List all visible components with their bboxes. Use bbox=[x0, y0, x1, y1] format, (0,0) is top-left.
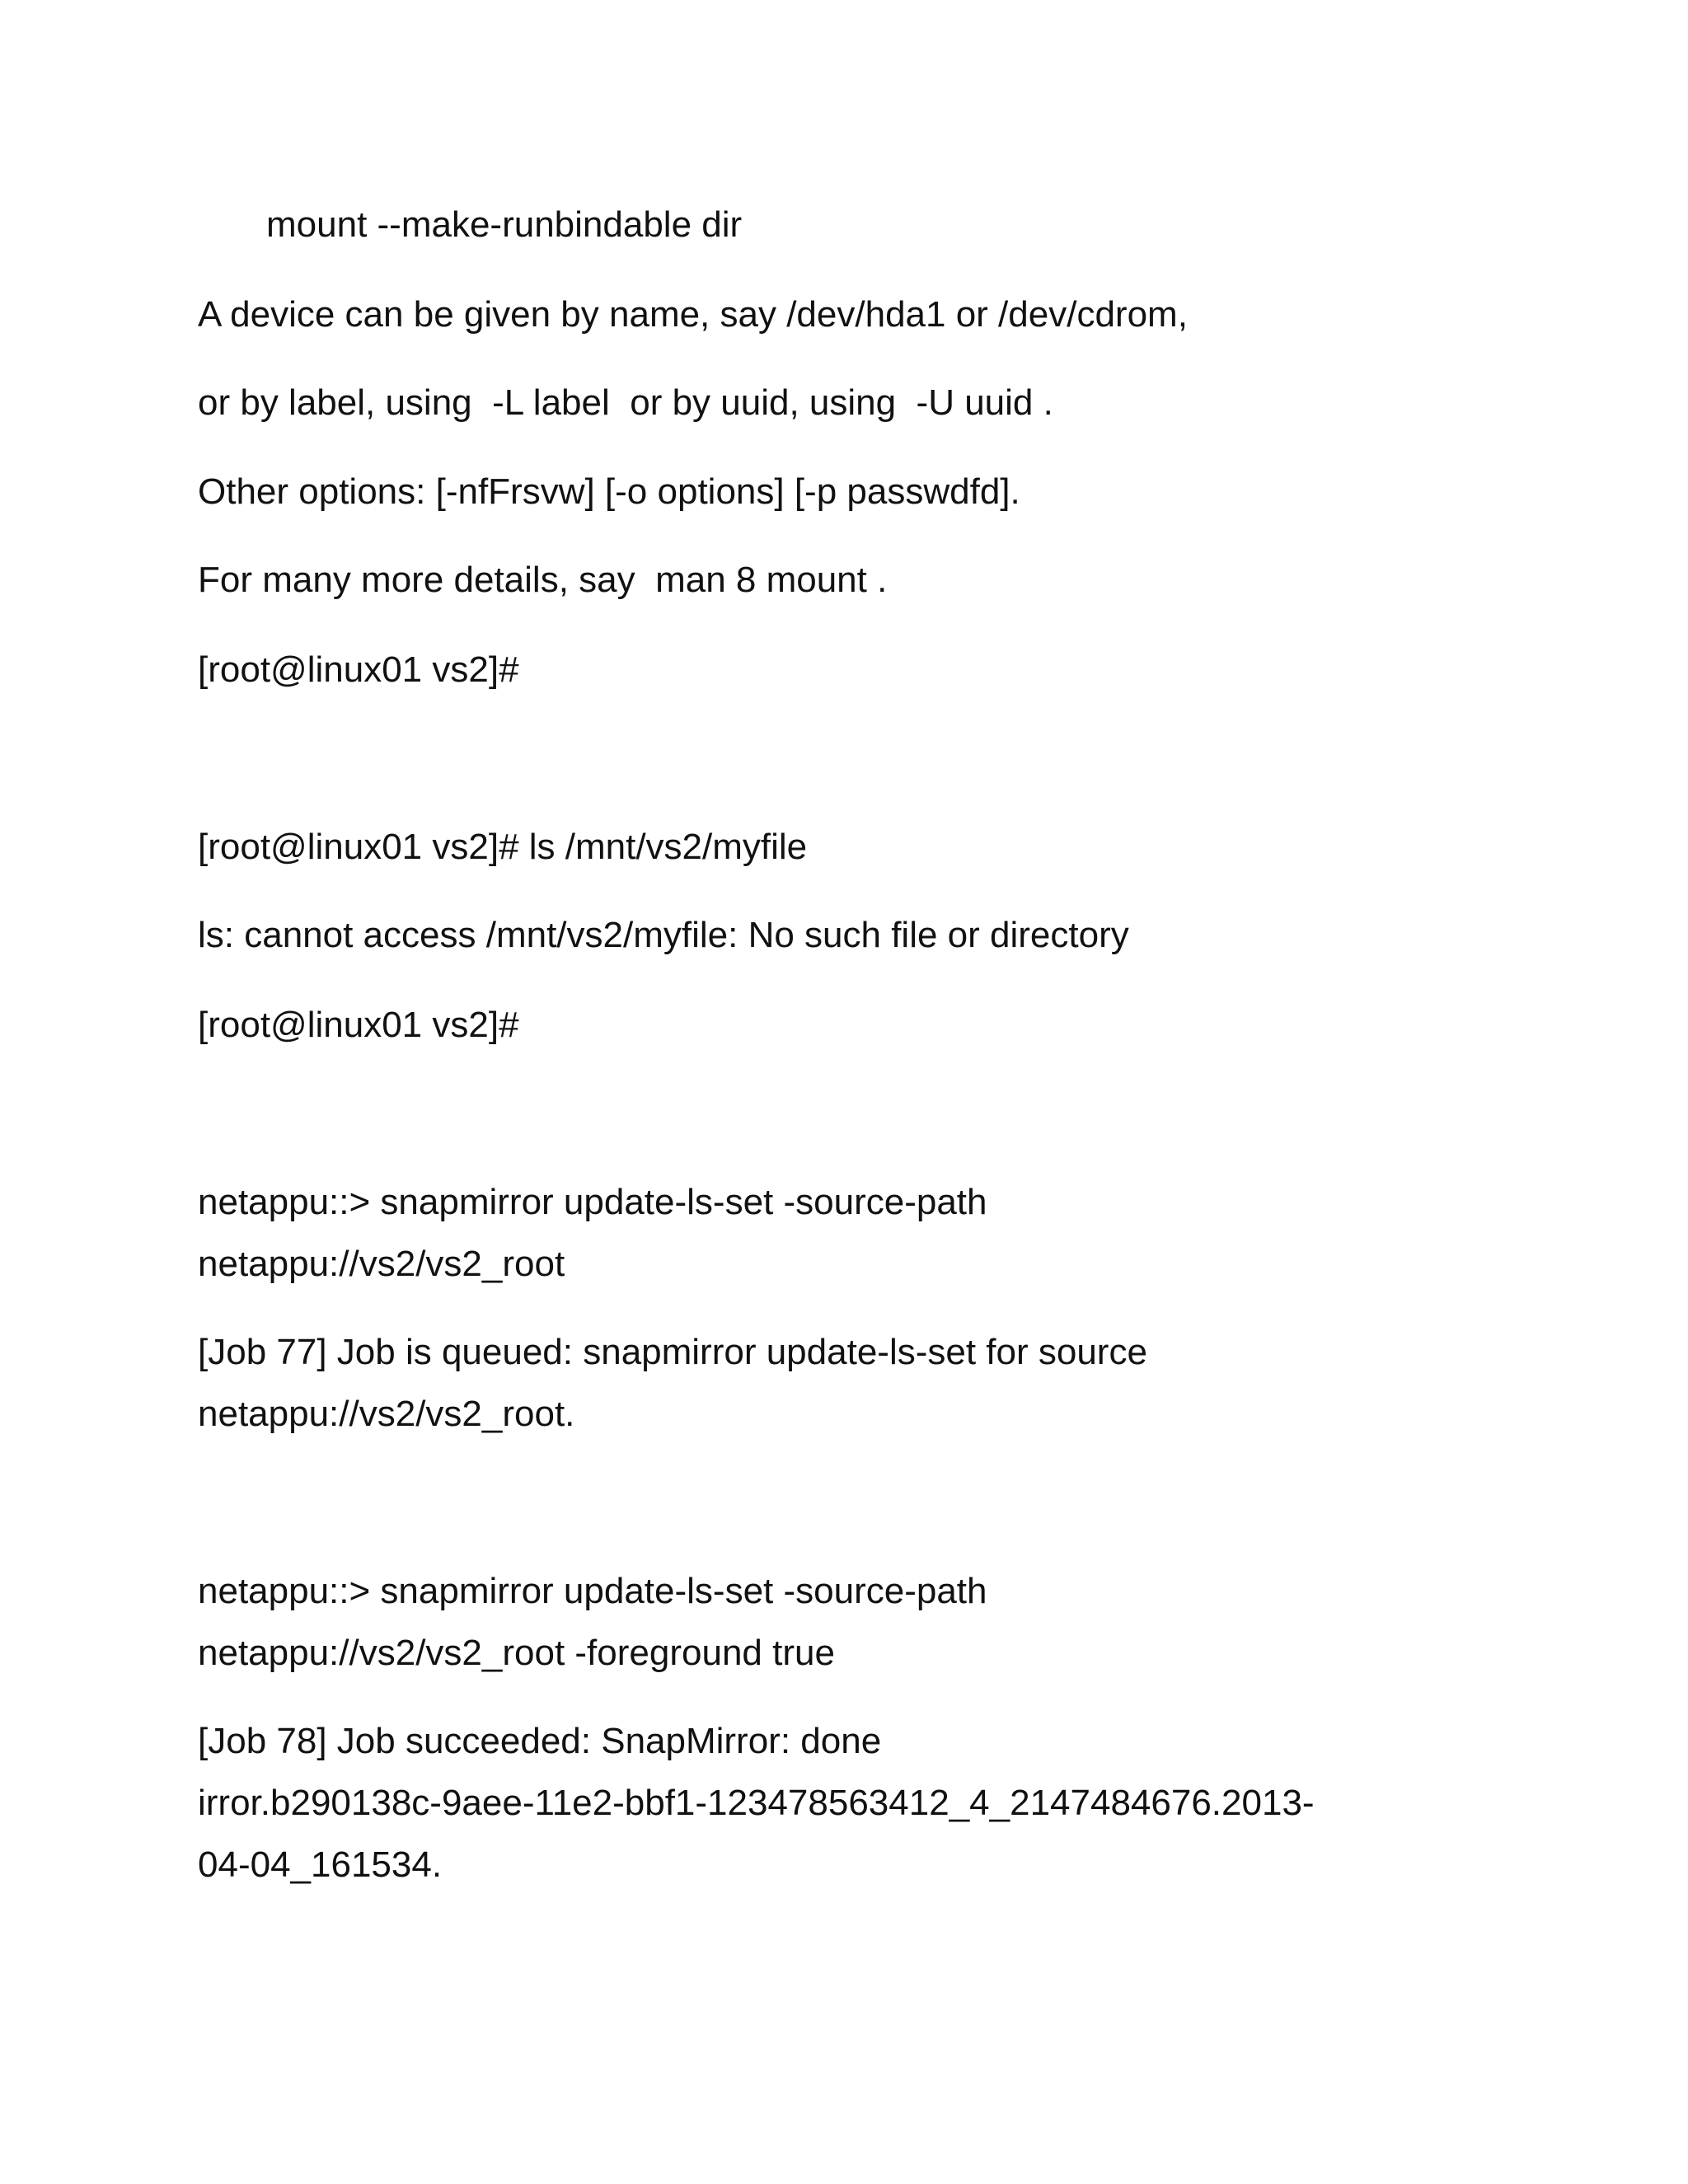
cli-output-continued: netappu://vs2/vs2_root. bbox=[198, 1394, 575, 1434]
text-line: For many more details, say man 8 mount . bbox=[198, 560, 888, 600]
shell-output: ls: cannot access /mnt/vs2/myfile: No such file or directory bbox=[198, 915, 1129, 955]
shell-prompt: [root@linux01 vs2]# bbox=[198, 1005, 519, 1045]
shell-command: [root@linux01 vs2]# ls /mnt/vs2/myfile bbox=[198, 827, 808, 867]
cli-command: netappu::> snapmirror update-ls-set -source-path bbox=[198, 1182, 987, 1222]
text-line: A device can be given by name, say /dev/hda1 or /dev/cdrom, bbox=[198, 294, 1188, 335]
cli-output: [Job 77] Job is queued: snapmirror update-ls-set for source bbox=[198, 1332, 1147, 1372]
cli-output-continued: irror.b290138c-9aee-11e2-bbf1-123478563412_4_2147484676.2013- bbox=[198, 1783, 1315, 1823]
cli-command: netappu::> snapmirror update-ls-set -source-path bbox=[198, 1571, 987, 1611]
cli-output-continued: 04-04_161534. bbox=[198, 1844, 443, 1885]
shell-prompt: [root@linux01 vs2]# bbox=[198, 649, 519, 690]
text-line: mount --make-runbindable dir bbox=[266, 204, 743, 245]
cli-output: [Job 78] Job succeeded: SnapMirror: done bbox=[198, 1721, 882, 1761]
text-line: Other options: [-nfFrsvw] [-o options] [-p passwdfd]. bbox=[198, 471, 1020, 512]
cli-command-continued: netappu://vs2/vs2_root -foreground true bbox=[198, 1633, 835, 1673]
text-line: or by label, using -L label or by uuid, using -U uuid . bbox=[198, 382, 1053, 423]
cli-command-continued: netappu://vs2/vs2_root bbox=[198, 1244, 565, 1284]
